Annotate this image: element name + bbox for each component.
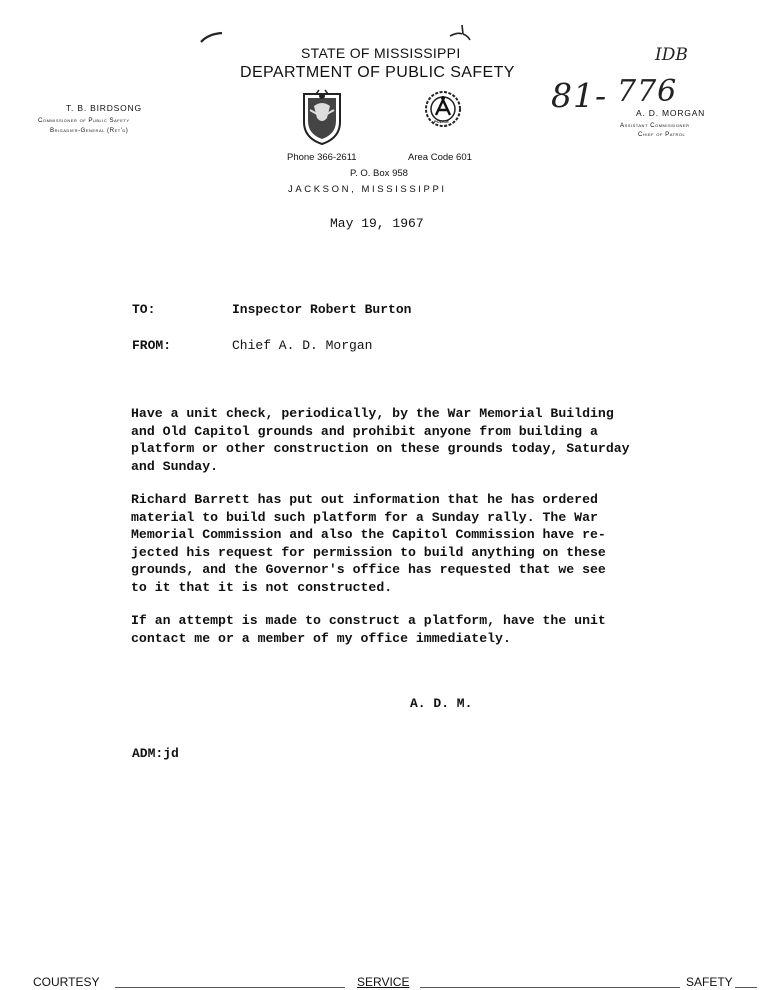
reference-initials: ADM:jd [132,746,179,761]
assistant-commissioner-title: Assistant Commissioner [620,122,690,129]
paragraph-line: and Sunday. [131,458,219,474]
letterhead-state: STATE OF MISSISSIPPI [301,45,461,61]
phone-number: Phone 366-2611 [287,152,357,163]
footer-rule [115,987,345,988]
paragraph-line: Richard Barrett has put out information that he has ordered [131,492,598,507]
footer-rule [735,987,757,988]
handwritten-file-prefix: 81- [551,76,608,115]
paragraph-line: grounds, and the Governor's office has requested that we see [131,562,606,577]
commissioner-title: Commissioner of Public Safety [38,117,130,124]
assistant-commissioner-name: A. D. MORGAN [636,108,706,118]
paragraph-line: If an attempt is made to construct a platform, have the unit [131,613,606,628]
paragraph-line: Have a unit check, periodically, by the War Memorial Building [131,406,614,421]
paragraph-line: to it that it is not constructed. [131,579,393,595]
commissioner-name: T. B. BIRDSONG [66,103,142,113]
letterhead-department: DEPARTMENT OF PUBLIC SAFETY [240,64,515,81]
state-seal-icon [298,88,346,146]
from-label: FROM: [132,338,172,353]
recipient: Inspector Robert Burton [232,302,412,317]
paragraph-line: Memorial Commission and also the Capitol Commission have re- [131,527,606,542]
footer-courtesy: COURTESY [33,975,100,989]
body-paragraph-2 [131,491,721,596]
pen-stroke-icon [200,30,224,44]
footer-service: SERVICE [357,975,410,989]
handwritten-file-number: 776 [617,74,678,109]
chief-of-patrol-title: Chief of Patrol [638,131,686,138]
body-paragraph-3 [131,612,721,647]
footer-safety: SAFETY [686,975,733,989]
body-paragraph-1 [131,405,721,475]
police-badge-icon [424,90,462,132]
handwritten-mark-idb: IDB [655,45,688,65]
memo-date: May 19, 1967 [330,216,424,231]
city: JACKSON, MISSISSIPPI [288,184,447,195]
commissioner-rank: Brigadier-General (Ret'd) [50,127,129,134]
paragraph-line: platform or other construction on these grounds today, Saturday [131,441,630,456]
pen-stroke-icon [448,22,472,44]
police-badge [424,90,462,132]
to-label: TO: [132,302,156,317]
police-badge-label: POLICE [434,119,449,124]
footer-rule [420,987,680,988]
paragraph-line: material to build such platform for a Sunday rally. The War [131,509,598,525]
signature-initials: A. D. M. [410,696,473,711]
area-code: Area Code 601 [408,152,472,163]
sender: Chief A. D. Morgan [232,338,373,353]
paragraph-line: contact me or a member of my office immediately. [131,630,511,646]
paragraph-line: jected his request for permission to build anything on these [131,544,606,560]
paragraph-line: and Old Capitol grounds and prohibit anyone from building a [131,423,598,439]
po-box: P. O. Box 958 [350,168,408,179]
